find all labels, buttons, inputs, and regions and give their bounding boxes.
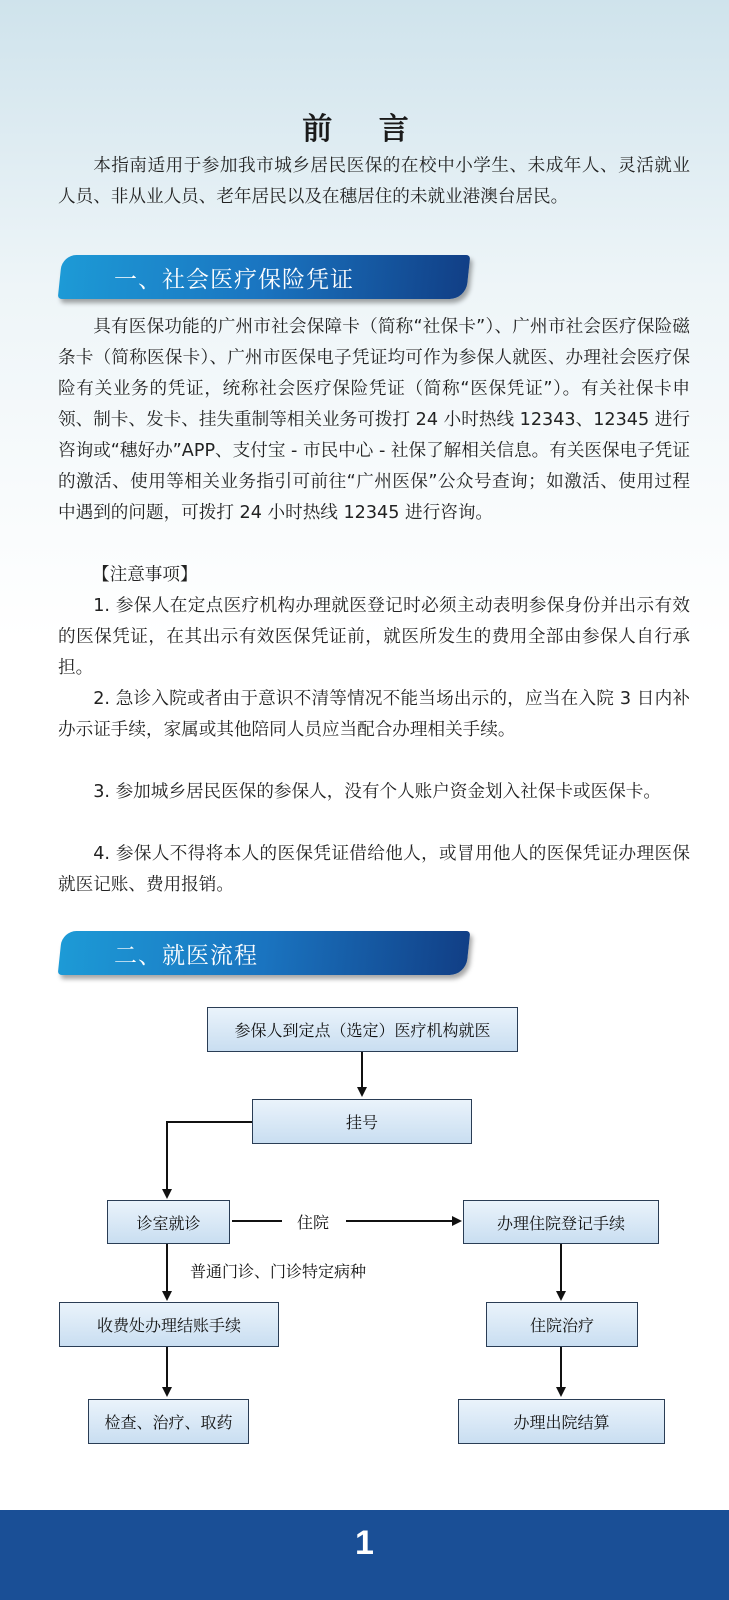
preface-text: 本指南适用于参加我市城乡居民医保的在校中小学生、未成年人、灵活就业人员、非从业人员、老年居民以及在穗居住的未就业港澳台居民。 bbox=[58, 156, 690, 207]
notice-title: 【注意事项】 bbox=[92, 565, 198, 585]
section-1-heading: 一、社会医疗保险凭证 bbox=[113, 267, 354, 293]
flow-label-outpatient: 普通门诊、门诊特定病种 bbox=[190, 1262, 367, 1281]
flow-box-admission: 办理住院登记手续 bbox=[463, 1200, 659, 1244]
arrow-register-to-clinic bbox=[167, 1122, 252, 1197]
flow-box-discharge: 办理出院结算 bbox=[458, 1399, 665, 1444]
flow-label-inpatient: 住院 bbox=[297, 1213, 330, 1232]
flow-box-register: 挂号 bbox=[252, 1099, 472, 1144]
section-1-body: 具有医保功能的广州市社会保障卡（简称“社保卡”）、广州市社会医疗保险磁条卡（简称医保卡）、广州市医保电子凭证均可作为参保人就医、办理社会医疗保险有关业务的凭证，统称社会医疗保险凭证（简称“医保凭证”）。有关社保卡申领、制卡、发卡、挂失重制等相关业务可拨打 24 小时热线 12343、12345 进行咨询或“穗好办”APP、支付宝 - 市民中心 - 社保了解相关信息。有关医保电子凭证的激活、使用等相关业务指引可前往“广州医保”公众号查询；如激活、使用过程中遇到的问题，可拨打 24 小时热线 12345 进行咨询。 bbox=[58, 317, 690, 523]
flow-box-payment: 收费处办理结账手续 bbox=[59, 1302, 279, 1347]
flow-box-start: 参保人到定点（选定）医疗机构就医 bbox=[207, 1007, 518, 1052]
notice-item-1: 1. 参保人在定点医疗机构办理就医登记时必须主动表明参保身份并出示有效的医保凭证，在其出示有效医保凭证前，就医所发生的费用全部由参保人自行承担。 bbox=[58, 596, 690, 678]
notice-item-3: 3. 参加城乡居民医保的参保人，没有个人账户资金划入社保卡或医保卡。 bbox=[93, 782, 661, 802]
notice-item-4: 4. 参保人不得将本人的医保凭证借给他人，或冒用他人的医保凭证办理医保就医记账、费用报销。 bbox=[58, 844, 690, 895]
notice-item-2: 2. 急诊入院或者由于意识不清等情况不能当场出示的，应当在入院 3 日内补办示证手续，家属或其他陪同人员应当配合办理相关手续。 bbox=[58, 689, 690, 740]
page-number: 1 bbox=[355, 1524, 374, 1562]
flow-box-treatment: 住院治疗 bbox=[486, 1302, 638, 1347]
section-2-heading: 二、就医流程 bbox=[113, 943, 258, 969]
flow-box-clinic: 诊室就诊 bbox=[107, 1200, 230, 1244]
flow-box-exam: 检查、治疗、取药 bbox=[88, 1399, 249, 1444]
page-title: 前 言 bbox=[302, 112, 427, 147]
